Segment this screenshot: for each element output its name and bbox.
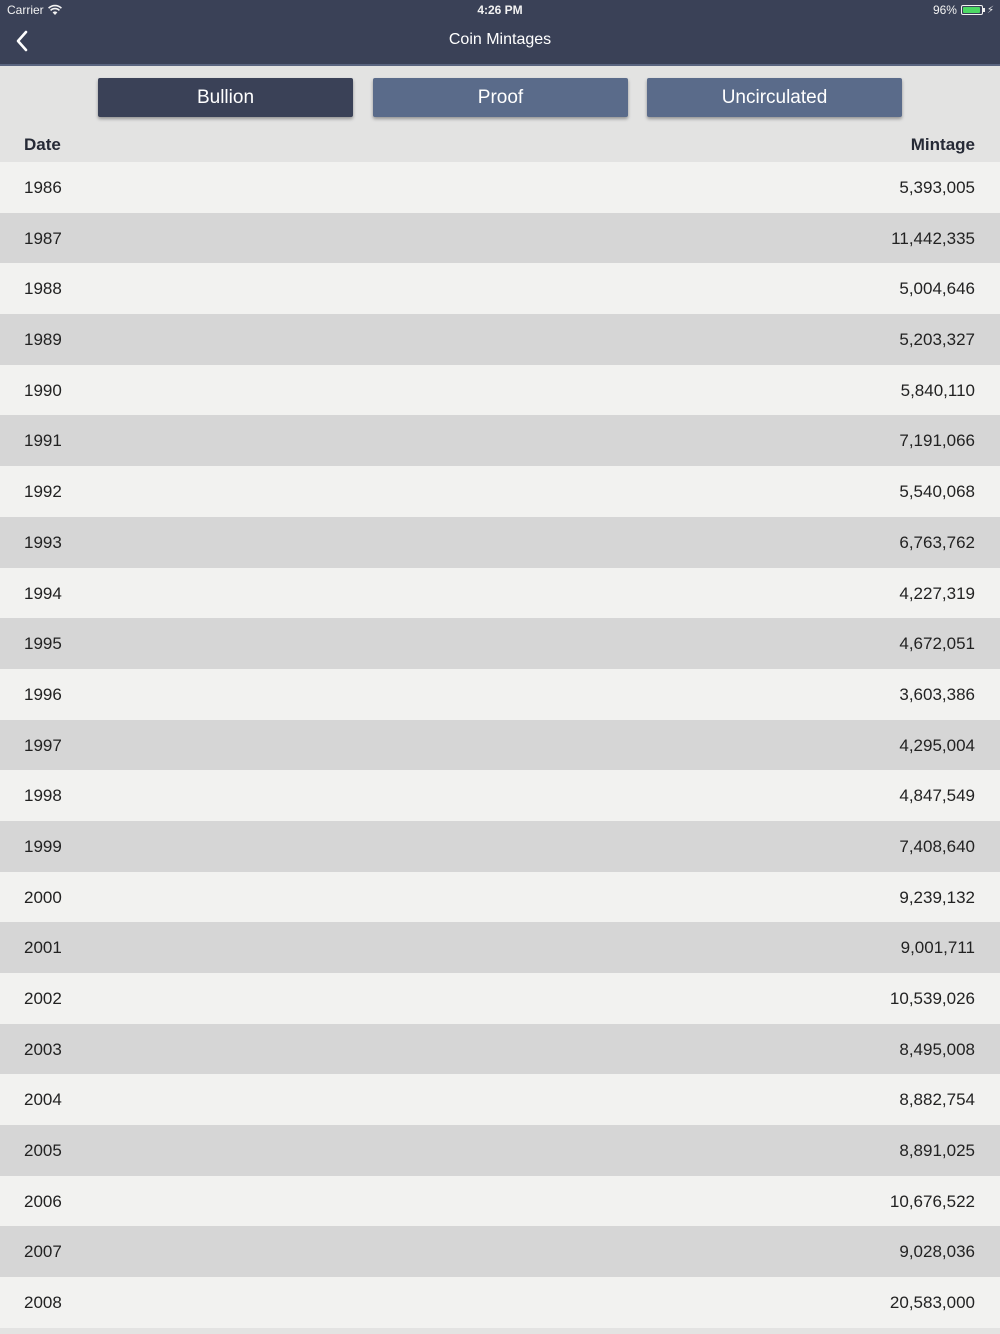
table-row[interactable] [0, 1125, 1000, 1176]
row-date: 2004 [24, 1090, 62, 1110]
status-time: 4:26 PM [477, 3, 523, 17]
row-mintage: 20,583,000 [889, 1293, 975, 1313]
row-date: 1990 [24, 380, 62, 400]
table-row[interactable] [0, 618, 1000, 669]
table-row[interactable] [0, 821, 1000, 872]
carrier-label: Carrier [7, 3, 44, 17]
row-mintage: 10,676,522 [889, 1191, 975, 1211]
battery-level-fill [963, 7, 980, 13]
row-date: 1989 [24, 330, 62, 350]
row-mintage: 4,847,549 [899, 786, 975, 806]
row-mintage: 8,882,754 [899, 1090, 975, 1110]
row-date: 1992 [24, 482, 62, 502]
row-mintage: 5,540,068 [899, 482, 975, 502]
row-date: 1987 [24, 228, 62, 248]
row-mintage: 7,191,066 [899, 431, 975, 451]
table-row[interactable] [0, 770, 1000, 821]
row-mintage: 5,203,327 [899, 330, 975, 350]
row-mintage: 11,442,335 [891, 228, 975, 248]
table-row[interactable] [0, 1024, 1000, 1075]
table-row[interactable] [0, 669, 1000, 720]
table-row[interactable] [0, 415, 1000, 466]
table-row[interactable] [0, 314, 1000, 365]
table-row[interactable] [0, 1277, 1000, 1328]
row-mintage: 3,603,386 [899, 684, 975, 704]
row-mintage: 4,227,319 [899, 583, 975, 603]
row-mintage: 9,028,036 [899, 1242, 975, 1262]
table-header [0, 128, 1000, 162]
table-row[interactable] [0, 263, 1000, 314]
row-mintage: 9,239,132 [899, 887, 975, 907]
table-row[interactable] [0, 1074, 1000, 1125]
row-date: 1998 [24, 786, 62, 806]
mintage-table [0, 162, 1000, 1328]
column-header-date: Date [24, 135, 61, 154]
row-mintage: 8,891,025 [899, 1141, 975, 1161]
row-mintage: 4,672,051 [899, 634, 975, 654]
table-row[interactable] [0, 568, 1000, 619]
row-date: 1995 [24, 634, 62, 654]
charging-bolt-icon: ⚡ [986, 4, 994, 16]
row-date: 2008 [24, 1293, 62, 1313]
row-date: 1999 [24, 836, 62, 856]
row-date: 1988 [24, 279, 62, 299]
row-date: 1994 [24, 583, 62, 603]
table-row[interactable] [0, 720, 1000, 771]
row-date: 2000 [24, 887, 62, 907]
table-row[interactable] [0, 517, 1000, 568]
table-row[interactable] [0, 973, 1000, 1024]
status-bar [0, 0, 1000, 20]
table-row[interactable] [0, 466, 1000, 517]
battery-icon [961, 5, 983, 15]
table-row[interactable] [0, 872, 1000, 923]
row-mintage: 6,763,762 [899, 532, 975, 552]
row-mintage: 4,295,004 [899, 735, 975, 755]
segment-proof[interactable]: Proof [373, 78, 628, 117]
row-mintage: 5,840,110 [900, 380, 975, 400]
row-date: 2007 [24, 1242, 62, 1262]
row-date: 2002 [24, 989, 62, 1008]
column-header-mintage: Mintage [910, 135, 975, 154]
row-date: 1996 [24, 684, 62, 704]
row-date: 1991 [24, 431, 62, 451]
table-row[interactable] [0, 1226, 1000, 1277]
page-title: Coin Mintages [448, 31, 552, 48]
row-date: 1993 [24, 532, 62, 552]
row-date: 1997 [24, 735, 62, 755]
row-mintage: 9,001,711 [900, 938, 975, 958]
table-row[interactable] [0, 922, 1000, 973]
battery-percent: 96% [932, 3, 957, 17]
table-row[interactable] [0, 162, 1000, 213]
row-mintage: 10,539,026 [889, 989, 975, 1008]
row-date: 1986 [24, 178, 62, 197]
row-date: 2003 [24, 1039, 62, 1059]
row-date: 2001 [24, 938, 62, 958]
row-mintage: 7,408,640 [899, 836, 975, 856]
segment-uncirculated[interactable]: Uncirculated [647, 78, 902, 117]
row-mintage: 5,393,005 [899, 178, 975, 197]
table-row[interactable] [0, 365, 1000, 416]
row-mintage: 8,495,008 [899, 1039, 975, 1059]
row-mintage: 5,004,646 [899, 279, 975, 299]
table-row[interactable] [0, 213, 1000, 264]
segment-bullion[interactable]: Bullion [98, 78, 353, 117]
navigation-bar [0, 0, 1000, 66]
battery-indicator [933, 3, 994, 17]
row-date: 2005 [24, 1141, 62, 1161]
table-row[interactable] [0, 1176, 1000, 1227]
row-date: 2006 [24, 1191, 62, 1211]
